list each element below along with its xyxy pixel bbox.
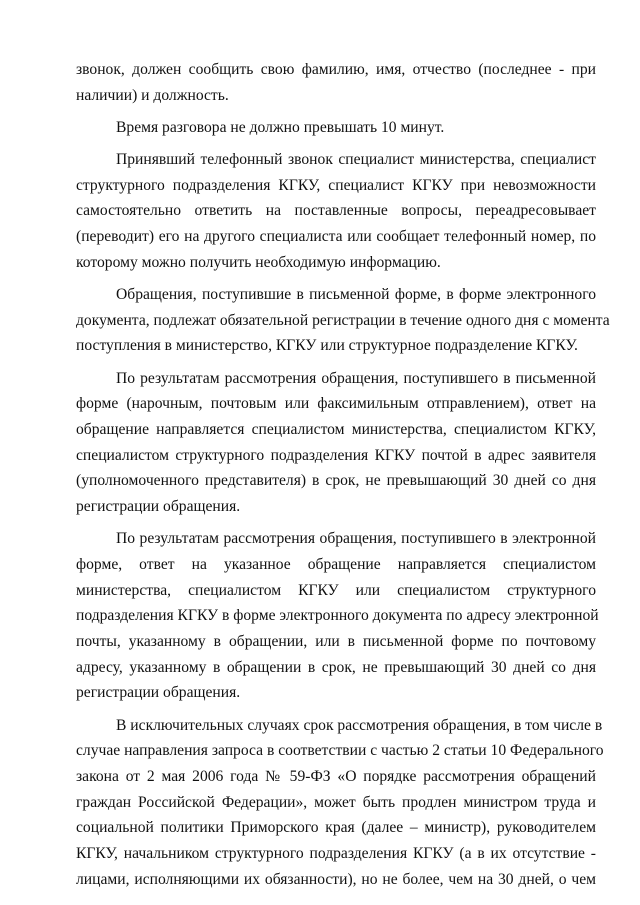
text-line: регистрации обращения. — [76, 498, 241, 515]
paragraph — [76, 526, 599, 706]
text-line: которому можно получить необходимую информацию. — [76, 253, 441, 271]
paragraph — [76, 115, 596, 141]
text-line: обращение направляется специалистом министерства, специалистом КГКУ, — [76, 420, 596, 438]
text-line: министерства, специалистом КГКУ или специалистом структурного — [76, 581, 596, 599]
text-line: форме, ответ на указанное обращение направляется специалистом — [76, 555, 596, 573]
paragraph — [76, 713, 604, 893]
text-line: В исключительных случаях срок рассмотрения обращения, в том числе в — [116, 716, 603, 734]
text-line: (уполномоченного представителя) в срок, не превышающий 30 дней со дня — [76, 472, 596, 490]
text-line: поступления в министерство, КГКУ или структурное подразделение КГКУ. — [76, 337, 578, 355]
text-line: лицами, исполняющими их обязанности), но не более, чем на 30 дней, о чем — [76, 870, 596, 888]
text-line: Обращения, поступившие в письменной форме, в форме электронного — [116, 286, 596, 303]
text-line: документа, подлежат обязательной регистрации в течение одного дня с момента — [76, 311, 610, 329]
text-line: почты, указанному в обращении, или в письменной форме по почтовому — [76, 632, 596, 650]
text-line: По результатам рассмотрения обращения, поступившего в письменной — [116, 369, 596, 387]
text-line: Время разговора не должно превышать 10 минут. — [116, 118, 445, 136]
text-line: социальной политики Приморского края (далее – министр), руководителем — [76, 819, 596, 837]
text-line: граждан Российской Федерации», может быть продлен министром труда и — [76, 793, 596, 811]
text-line: подразделения КГКУ в форме электронного документа по адресу электронной — [76, 607, 599, 625]
text-line: наличии) и должность. — [76, 86, 229, 104]
paragraph — [76, 147, 596, 275]
paragraph — [76, 57, 596, 108]
paragraph — [76, 282, 610, 359]
text-line: звонок, должен сообщить свою фамилию, имя, отчество (последнее - при — [76, 61, 596, 78]
document-body — [76, 57, 610, 892]
text-line: структурного подразделения КГКУ, специалист КГКУ при невозможности — [76, 176, 596, 194]
text-line: самостоятельно ответить на поставленные вопросы, переадресовывает — [76, 202, 596, 220]
text-line: регистрации обращения. — [76, 684, 241, 702]
text-line: адресу, указанному в обращении в срок, не превышающий 30 дней со дня — [76, 658, 596, 676]
text-line: КГКУ, начальником структурного подразделения КГКУ (а в их отсутствие - — [76, 844, 596, 862]
paragraph — [76, 366, 596, 520]
text-line: По результатам рассмотрения обращения, поступившего в электронной — [116, 530, 596, 548]
text-line: закона от 2 мая 2006 года № 59-ФЗ «О порядке рассмотрения обращений — [76, 767, 596, 785]
text-line: случае направления запроса в соответствии с частью 2 статьи 10 Федерального — [76, 742, 604, 760]
text-line: (переводит) его на другого специалиста или сообщает телефонный номер, по — [76, 228, 596, 246]
text-line: Принявший телефонный звонок специалист министерства, специалист — [116, 151, 596, 169]
text-line: специалистом структурного подразделения КГКУ почтой в адрес заявителя — [76, 446, 596, 464]
text-line: форме (нарочным, почтовым или факсимильным отправлением), ответ на — [76, 395, 596, 413]
